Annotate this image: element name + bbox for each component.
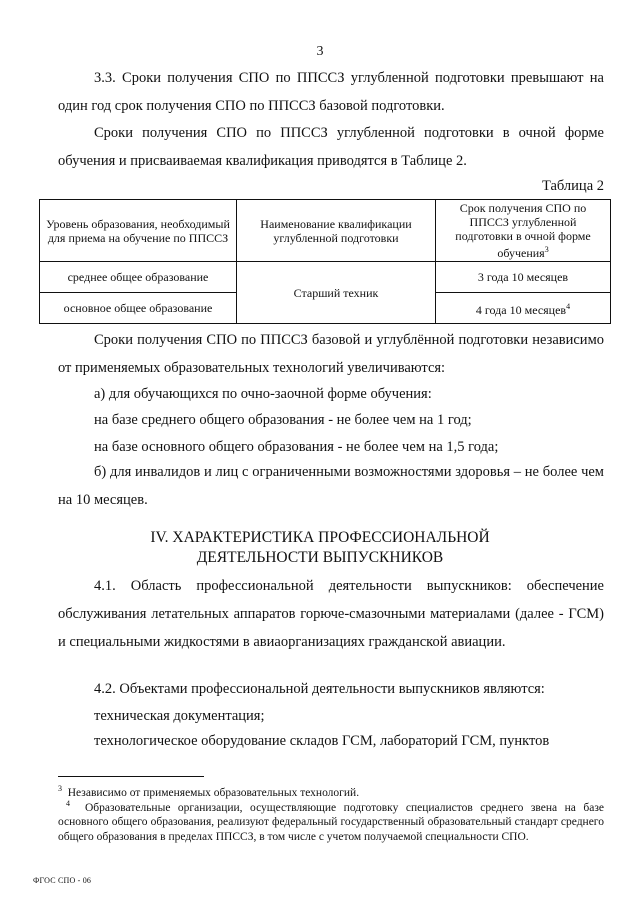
table-cell-level: среднее общее образование [40,262,237,293]
footnote-ref-3: 3 [544,245,549,254]
table-cell-term: 4 года 10 месяцев$^4$ [436,293,611,324]
paragraph-increase: Сроки получения СПО по ППССЗ базовой и углублённой подготовки независимо от применяемых образовательных технологий увеличиваются: [58,332,604,376]
table-header-level: Уровень образования, необходимый для приема на обучение по ППССЗ [40,200,237,262]
list-item-tech-doc: техническая документация; [94,708,265,724]
table-cell-level: основное общее образование [40,293,237,324]
section-title-line-1: IV. ХАРАКТЕРИСТИКА ПРОФЕССИОНАЛЬНОЙ [150,529,490,546]
footnote-divider [58,776,204,777]
table-header-term: Срок получения СПО по ППССЗ углубленной подготовки в очной форме обучения$^3$ [436,200,611,262]
page-number: 3 [316,44,324,59]
table-caption: Таблица 2 [541,178,604,194]
table-header-qualification: Наименование квалификации углубленной подготовки [237,200,436,262]
list-item-a1: на базе среднего общего образования - не более чем на 1 год; [94,412,472,428]
table-row [40,262,611,293]
terms-table [39,199,611,324]
section-title-line-2: ДЕЯТЕЛЬНОСТИ ВЫПУСКНИКОВ [196,549,444,566]
paragraph-4-1: 4.1. Область профессиональной деятельности выпускников: обеспечение обслуживания летательных аппаратов горюче-смазочными материалами (далее - ГСМ) и специальными жидкостями в авиаорганизациях гражданской авиации. [58,578,604,650]
table-header-row [40,200,611,262]
table-cell-qualification: Старший техник [237,262,436,324]
document-code: ФГОС СПО - 06 [33,876,92,885]
list-item-a: а) для обучающихся по очно-заочной форме обучения: [94,386,432,402]
section-title [0,528,640,568]
paragraph-terms-intro: Сроки получения СПО по ППССЗ углубленной подготовки в очной форме обучения и присваиваемая квалификация приводятся в Таблице 2. [58,125,604,169]
paragraph-4-2: 4.2. Объектами профессиональной деятельности выпускников являются: [94,681,545,697]
list-item-a2: на базе основного общего образования - не более чем на 1,5 года; [94,439,499,455]
footnote-3: $^3$ Независимо от применяемых образовательных технологий. [58,784,360,799]
paragraph-3-3: 3.3. Сроки получения СПО по ППССЗ углубленной подготовки превышают на один год срок получения СПО по ППССЗ базовой подготовки. [58,70,604,114]
list-item-tech-equip: технологическое оборудование складов ГСМ, лабораторий ГСМ, пунктов [94,733,550,749]
list-item-b: б) для инвалидов и лиц с ограниченными возможностями здоровья – не более чем на 10 месяцев. [58,464,604,508]
footnote-ref-4: 4 [566,301,571,311]
table-cell-term: 3 года 10 месяцев [436,262,611,293]
footnote-4: $^4$ Образовательные организации, осуществляющие подготовку специалистов среднего звена на базе основного общего образования, реализуют федеральный государственный образовательный стандарт среднего общего образования в пределах ППССЗ, в том числе с учетом получаемой специальности СПО. [58,799,604,843]
